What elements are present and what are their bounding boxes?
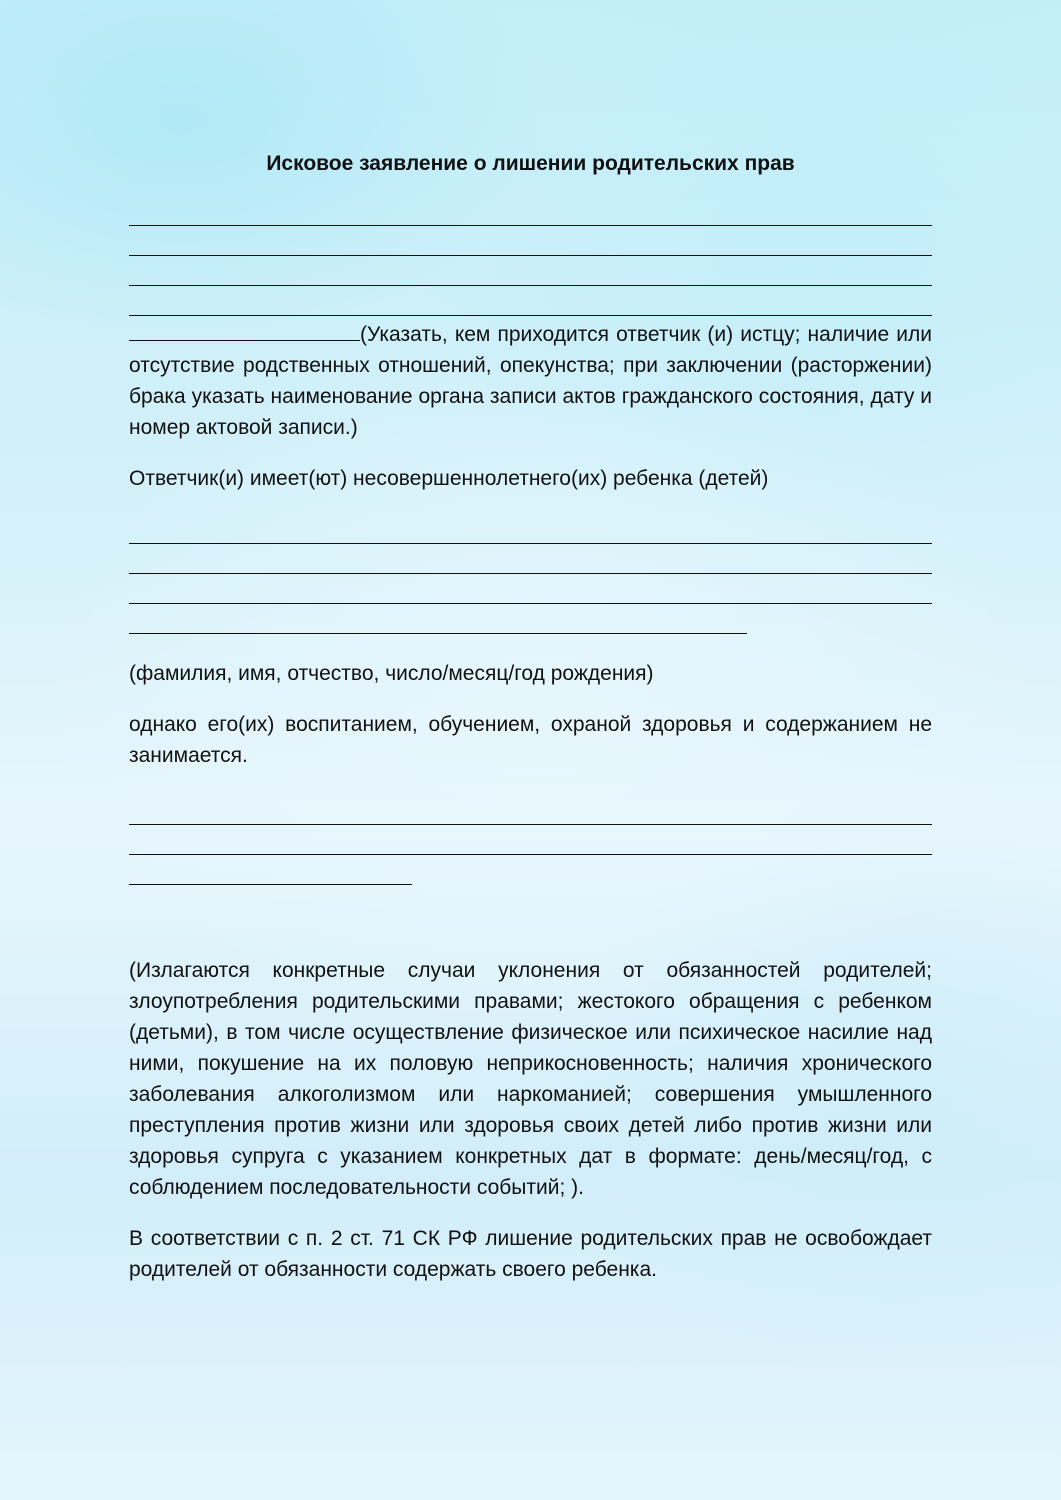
document-title: Исковое заявление о лишении родительских прав bbox=[266, 152, 795, 175]
blank-line[interactable] bbox=[129, 855, 412, 885]
blank-line[interactable] bbox=[129, 825, 932, 855]
cases-note: (Излагаются конкретные случаи уклонения от обязанностей родителей; злоупотребления родительскими правами; жестокого обращения с ребенком (детьми), в том числе осуществление физическое или психическое насилие над ними, покушение на их половую неприкосновенность; наличия хронического заболевания алкоголизмом или наркоманией; совершения умышленного преступления против жизни или здоровья своих детей либо против жизни или здоровья супруга с указанием конкретных дат в формате: день/месяц/год, с соблюдением последовательности событий; ). bbox=[129, 959, 932, 1199]
children-note: (фамилия, имя, отчество, число/месяц/год рождения) bbox=[129, 662, 654, 685]
details-blank-lines bbox=[129, 795, 932, 885]
blank-line[interactable] bbox=[129, 196, 932, 226]
blank-line[interactable] bbox=[129, 514, 932, 544]
respondent-blank-lines bbox=[129, 196, 932, 316]
blank-line[interactable] bbox=[129, 795, 932, 825]
document-page bbox=[129, 150, 932, 1285]
children-statement: Ответчик(и) имеет(ют) несовершеннолетнего(их) ребенка (детей) bbox=[129, 467, 769, 490]
inline-blank-line[interactable] bbox=[129, 318, 360, 341]
blank-line[interactable] bbox=[129, 544, 932, 574]
blank-line[interactable] bbox=[129, 226, 932, 256]
blank-line[interactable] bbox=[129, 286, 932, 316]
neglect-statement: однако его(их) воспитанием, обучением, охраной здоровья и содержанием не занимается. bbox=[129, 713, 932, 767]
blank-line[interactable] bbox=[129, 574, 932, 604]
blank-line[interactable] bbox=[129, 256, 932, 286]
blank-line[interactable] bbox=[129, 604, 747, 634]
law-reference: В соответствии с п. 2 ст. 71 СК РФ лишение родительских прав не освобождает родителей от обязанности содержать своего ребенка. bbox=[129, 1227, 932, 1281]
relationship-note: (Указать, кем приходится ответчик (и) истцу; наличие или отсутствие родственных отношений, опекунства; при заключении (расторжении) брака указать наименование органа записи актов гражданского состояния, дату и номер актовой записи.) bbox=[129, 318, 932, 443]
children-blank-lines bbox=[129, 514, 932, 634]
